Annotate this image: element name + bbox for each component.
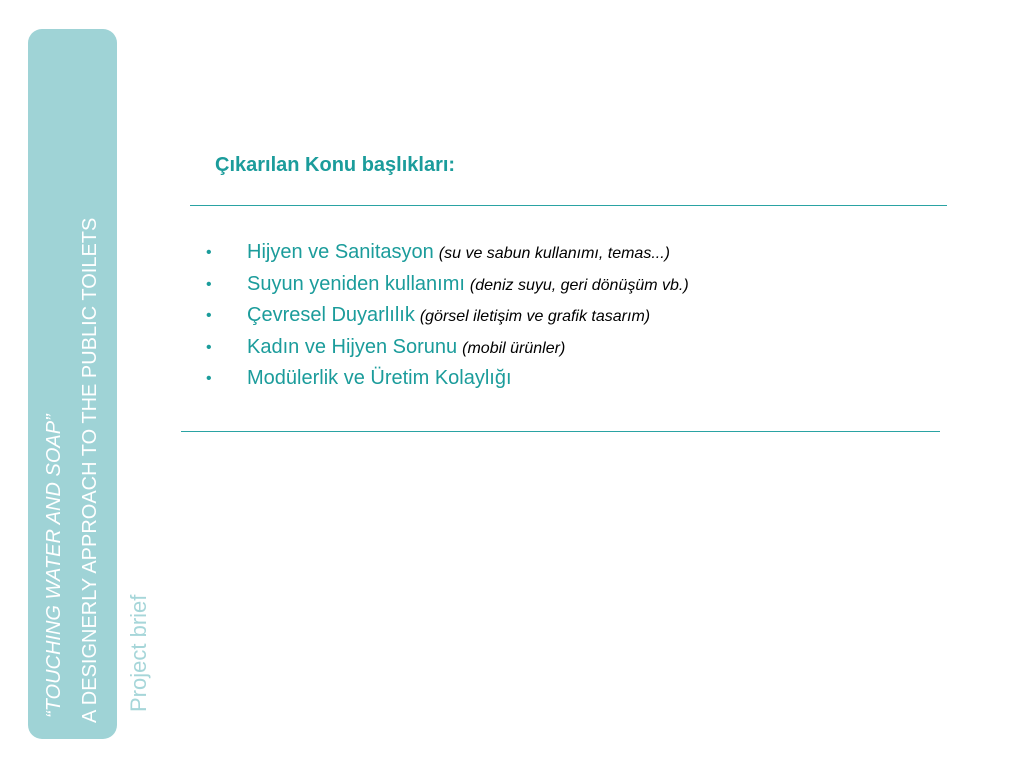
sidebar-title-line: “TOUCHING WATER AND SOAP” <box>43 414 65 718</box>
topic-note: (görsel iletişim ve grafik tasarım) <box>419 308 651 325</box>
topic-note: (deniz suyu, geri dönüşüm vb.) <box>469 276 689 294</box>
bottom-divider <box>181 431 940 432</box>
topic-title: Çevresel Duyarlılık <box>247 304 415 326</box>
topic-title: Hijyen ve Sanitasyon <box>247 241 434 263</box>
sidebar-subtitle-line: A DESIGNERLY APPROACH TO THE PUBLIC TOILETS <box>79 217 101 723</box>
page-title: Çıkarılan Konu başlıkları: <box>215 154 456 176</box>
section-label: Project brief <box>126 594 151 712</box>
bullet: • <box>206 244 212 261</box>
bullet: • <box>206 370 212 387</box>
topic-title: Kadın ve Hijyen Sorunu <box>247 335 458 358</box>
topic-title: Suyun yeniden kullanımı <box>247 272 465 295</box>
topic-note: (mobil ürünler) <box>462 339 566 357</box>
topic-title: Modülerlik ve Üretim Kolaylığı <box>247 367 512 389</box>
sidebar-panel <box>28 29 117 739</box>
topic-note: (su ve sabun kullanımı, temas...) <box>438 245 670 262</box>
bullet: • <box>206 307 212 324</box>
top-divider <box>190 205 947 206</box>
bullet: • <box>206 275 212 293</box>
bullet: • <box>206 338 212 356</box>
